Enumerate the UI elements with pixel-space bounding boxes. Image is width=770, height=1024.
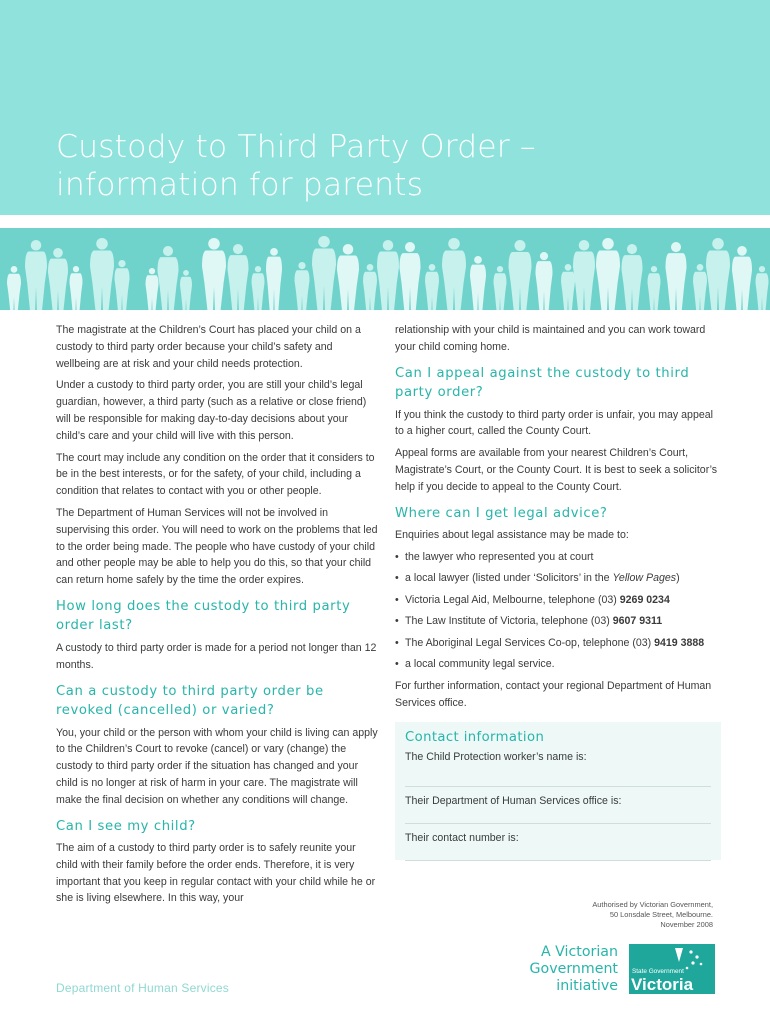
- initiative-line-3: initiative: [556, 978, 618, 994]
- person-silhouette: [596, 238, 620, 310]
- worker-name-field[interactable]: The Child Protection worker’s name is:: [405, 750, 711, 787]
- right-column: [395, 322, 721, 860]
- list-item: • The Aboriginal Legal Services Co-op, telephone (03) 9419 3888: [395, 635, 721, 652]
- person-silhouette: [377, 240, 399, 310]
- star-icon: [686, 967, 689, 970]
- person-silhouette: [70, 266, 83, 310]
- person-silhouette: [732, 246, 752, 310]
- family-silhouettes-band: [0, 228, 770, 310]
- header-banner: [0, 0, 770, 215]
- authorisation-date: November 2008: [660, 920, 713, 929]
- person-silhouette: [180, 270, 192, 310]
- office-field[interactable]: Their Department of Human Services office is:: [405, 787, 711, 824]
- list-item: • the lawyer who represented you at court: [395, 549, 721, 566]
- person-silhouette: [363, 264, 377, 310]
- legal-advice-intro: Enquiries about legal assistance may be made to:: [395, 529, 629, 542]
- contact-number-field[interactable]: Their contact number is:: [405, 824, 711, 861]
- initiative-line-1: A Victorian: [540, 944, 618, 960]
- phone-number: 9419 3888: [654, 636, 705, 649]
- bullet-icon: •: [395, 550, 399, 563]
- person-silhouette: [252, 266, 265, 310]
- authorisation-line-2: 50 Lonsdale Street, Melbourne.: [609, 910, 713, 919]
- revoked-heading: Can a custody to third party order be revoked (cancelled) or varied?: [56, 683, 324, 719]
- logo-victoria-text: Victoria: [631, 975, 694, 994]
- person-silhouette: [756, 266, 769, 310]
- person-silhouette: [494, 266, 507, 310]
- further-info-paragraph: For further information, contact your regional Department of Human Services office.: [395, 679, 712, 709]
- person-silhouette: [48, 248, 68, 310]
- star-icon: [700, 963, 703, 966]
- phone-number: 9607 9311: [612, 615, 663, 628]
- person-silhouette: [400, 242, 421, 310]
- appeal-paragraph-1: If you think the custody to third party order is unfair, you may appeal to a higher court, called the County Court.: [395, 408, 713, 438]
- list-item: • a local lawyer (listed under ‘Solicitors’ in the Yellow Pages): [395, 570, 721, 587]
- yellow-pages-text: Yellow Pages: [612, 572, 677, 585]
- family-silhouettes-illustration: [0, 228, 770, 310]
- appeal-paragraph-2: Appeal forms are available from your nearest Children’s Court, Magistrate’s Court, or the County Court. It is best to seek a solicitor’s help if you decide to appeal to the County Court.: [395, 447, 718, 493]
- person-silhouette: [266, 248, 282, 310]
- person-silhouette: [115, 260, 130, 310]
- person-silhouette: [536, 252, 553, 310]
- logo-small-text: State Government: [632, 968, 684, 975]
- phone-number: 9269 0234: [619, 593, 670, 606]
- star-icon: [695, 955, 698, 958]
- person-silhouette: [25, 240, 47, 310]
- appeal-heading: Can I appeal against the custody to third party order?: [395, 365, 690, 401]
- footer-department-name: Department of Human Services: [56, 981, 230, 995]
- authorisation-statement: [505, 900, 713, 930]
- person-silhouette: [7, 266, 21, 310]
- authorisation-line-1: Authorised by Victorian Government,: [592, 900, 713, 909]
- bullet-icon: •: [395, 572, 399, 585]
- bullet-icon: •: [395, 658, 399, 671]
- page-title-line-1: Custody to Third Party Order –: [56, 129, 536, 165]
- legal-advice-list: [395, 549, 721, 673]
- how-long-paragraph: A custody to third party order is made for a period not longer than 12 months.: [56, 641, 377, 671]
- person-silhouette: [295, 262, 310, 310]
- bullet-icon: •: [395, 593, 399, 606]
- left-column: [56, 322, 378, 912]
- bullet-icon: •: [395, 615, 399, 628]
- star-icon: [691, 961, 694, 964]
- state-government-victoria-logo: [629, 944, 715, 994]
- see-child-heading: Can I see my child?: [56, 818, 196, 834]
- person-silhouette: [228, 244, 249, 310]
- person-silhouette: [425, 264, 439, 310]
- person-silhouette: [337, 244, 359, 310]
- person-silhouette: [666, 242, 687, 310]
- continued-paragraph: relationship with your child is maintained and you can work toward your child coming home.: [395, 324, 706, 353]
- page-title: [56, 128, 536, 204]
- person-silhouette: [90, 238, 114, 310]
- person-silhouette: [470, 256, 486, 310]
- person-silhouette: [312, 236, 336, 310]
- person-silhouette: [622, 244, 643, 310]
- legal-advice-heading: Where can I get legal advice?: [395, 505, 608, 521]
- contact-information-box: [395, 722, 721, 860]
- conditions-paragraph: The court may include any condition on the order that it considers to be in the best interests, or for the safety, of your child, including a condition that relates to contact with you or other people.: [56, 451, 375, 498]
- person-silhouette: [509, 240, 532, 310]
- guardian-paragraph: Under a custody to third party order, you are still your child’s legal guardian, however, a third party (such as a relative or close friend) will be responsible for making day-to-day decisions about your child’s care and your child will live with this person.: [56, 379, 367, 442]
- revoked-paragraph: You, your child or the person with whom your child is living can apply to the Children’s Court to revoke (cancel) or vary (change) the custody to third party order if the situation has changed and your child is no longer at risk of harm in your care. The magistrate will make the final decision on whether any conditions will change.: [56, 726, 378, 806]
- list-item: • a local community legal service.: [395, 656, 721, 673]
- initiative-line-2: Government: [529, 961, 618, 977]
- person-silhouette: [146, 268, 159, 310]
- victorian-government-initiative: [500, 944, 618, 995]
- person-silhouette: [202, 238, 226, 310]
- person-silhouette: [693, 264, 707, 310]
- department-paragraph: The Department of Human Services will not be involved in supervising this order. You will need to work on the problems that led to the order being made. The people who have custody of your child and other people may be able to help you do this, so that your child can return home safely by the time the order expires.: [56, 506, 378, 587]
- person-silhouette: [648, 266, 661, 310]
- list-item: • The Law Institute of Victoria, telephone (03) 9607 9311: [395, 613, 721, 630]
- intro-paragraph: The magistrate at the Children’s Court has placed your child on a custody to third party order because your child’s safety and wellbeing are at risk and your child needs protection.: [56, 324, 361, 370]
- how-long-heading: How long does the custody to third party order last?: [56, 598, 351, 634]
- person-silhouette: [706, 238, 730, 310]
- person-silhouette: [573, 240, 595, 310]
- contact-heading: Contact information: [405, 730, 545, 746]
- person-silhouette: [561, 264, 575, 310]
- star-icon: [689, 950, 692, 953]
- person-silhouette: [442, 238, 466, 310]
- see-child-paragraph: The aim of a custody to third party order is to safely reunite your child with their family before the order ends. Therefore, it is very important that you keep in regular contact with your child while he or she is living elsewhere. In this way, your: [56, 842, 376, 905]
- person-silhouette: [158, 246, 179, 310]
- page-title-line-2: information for parents: [56, 167, 424, 203]
- list-item: • Victoria Legal Aid, Melbourne, telephone (03) 9269 0234: [395, 592, 721, 609]
- bullet-icon: •: [395, 636, 399, 649]
